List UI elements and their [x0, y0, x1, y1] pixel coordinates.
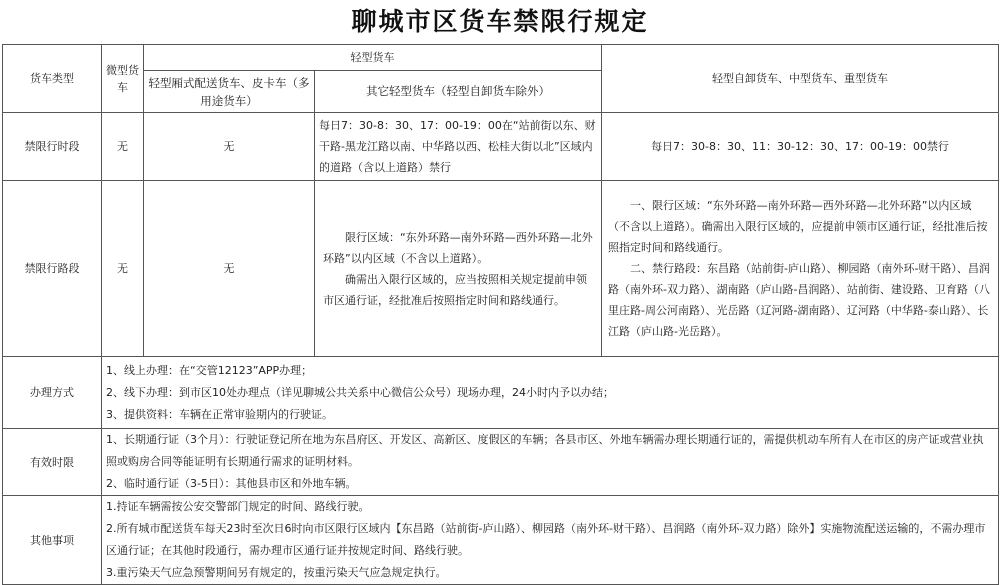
header-heavy-group: 轻型自卸货车、中型货车、重型货车	[602, 45, 999, 113]
method-item-offline: 2、线下办理：到市区10处办理点（详见聊城公共关系中心微信公众号）现场办理，24小时内予以办结；	[106, 385, 614, 399]
row-label-time: 禁限行时段	[3, 113, 102, 181]
road-heavy-cell	[602, 181, 999, 357]
method-item-online: 1、线上办理：在“交管12123”APP办理；	[106, 363, 313, 377]
method-content	[102, 357, 999, 429]
road-other-light-permit: 确需出入限行区域的，应当按照相关规定提前申领市区通行证，经批准后按照指定时间和路线通行。	[323, 272, 587, 307]
other-content	[102, 496, 999, 585]
time-micro-value: 无	[102, 113, 144, 181]
valid-item-long-term: 1、长期通行证（3个月）：行驶证登记所在地为东昌府区、开发区、高新区、度假区的车辆；各县市区、外地车辆需办理长期通行证的，需提供机动车所有人在市区的房产证或营业执照或购房合同等能证明有长期通行需求的证明材料。	[106, 433, 984, 468]
regulations-table	[2, 44, 999, 585]
header-vehicle-type: 货车类型	[3, 45, 102, 113]
header-light-box-delivery: 轻型厢式配送货车、皮卡车（多用途货车）	[144, 71, 315, 113]
time-other-light-value: 每日7：30-8：30、17：00-19：00在“站前街以东、财干路-黑龙江路以南、中华路以西、松桂大街以北”区域内的道路（含以上道路）禁行	[315, 113, 602, 181]
other-item-1: 1.持证车辆需按公安交警部门规定的时间、路线行驶。	[106, 500, 370, 513]
header-other-light: 其它轻型货车（轻型自卸货车除外）	[315, 71, 602, 113]
road-other-light-cell	[315, 181, 602, 357]
road-micro-value: 无	[102, 181, 144, 357]
other-item-3: 3.重污染天气应急预警期间另有规定的，按重污染天气应急规定执行。	[106, 566, 447, 579]
header-light-truck: 轻型货车	[144, 45, 602, 71]
header-micro-truck: 微型货车	[102, 45, 144, 113]
time-heavy-value: 每日7：30-8：30、11：30-12：30、17：00-19：00禁行	[602, 113, 999, 181]
row-label-road: 禁限行路段	[3, 181, 102, 357]
road-heavy-area: 一、限行区域：“东外环路—南外环路—西外环路—北外环路”以内区域（不含以上道路）。确需出入限行区域的，应提前申领市区通行证，经批准后按照指定时间和路线通行。	[608, 199, 988, 254]
road-heavy-banned-roads: 二、禁行路段：东昌路（站前街-庐山路）、柳园路（南外环-财干路）、昌润路（南外环-双力路）、湖南路（庐山路-昌润路）、站前街、建设路、卫育路（八里庄路-周公河南路）、光岳路（辽河路-湖南路）、辽河路（中华路-泰山路）、长江路（庐山路-光岳路）。	[608, 262, 990, 338]
valid-item-temporary: 2、临时通行证（3-5日）：其他县市区和外地车辆。	[106, 477, 357, 490]
row-label-method: 办理方式	[3, 357, 102, 429]
other-item-2: 2.所有城市配送货车每天23时至次日6时向市区限行区域内【东昌路（站前街-庐山路）、柳园路（南外环-财干路）、昌润路（南外环-双力路）除外】实施物流配送运输的，不需办理市区通行证；在其他时段通行，需办理市区通行证并按规定时间、路线行驶。	[106, 522, 986, 557]
road-box-value: 无	[144, 181, 315, 357]
page-title: 聊城市区货车禁限行规定	[351, 7, 649, 36]
valid-content	[102, 429, 999, 496]
road-other-light-area: 限行区域：“东外环路—南外环路—西外环路—北外环路”以内区域（不含以上道路）。	[323, 230, 593, 265]
row-label-other: 其他事项	[3, 496, 102, 585]
time-box-value: 无	[144, 113, 315, 181]
row-label-valid: 有效时限	[3, 429, 102, 496]
method-item-materials: 3、提供资料：车辆在正常审验期内的行驶证。	[106, 407, 333, 421]
